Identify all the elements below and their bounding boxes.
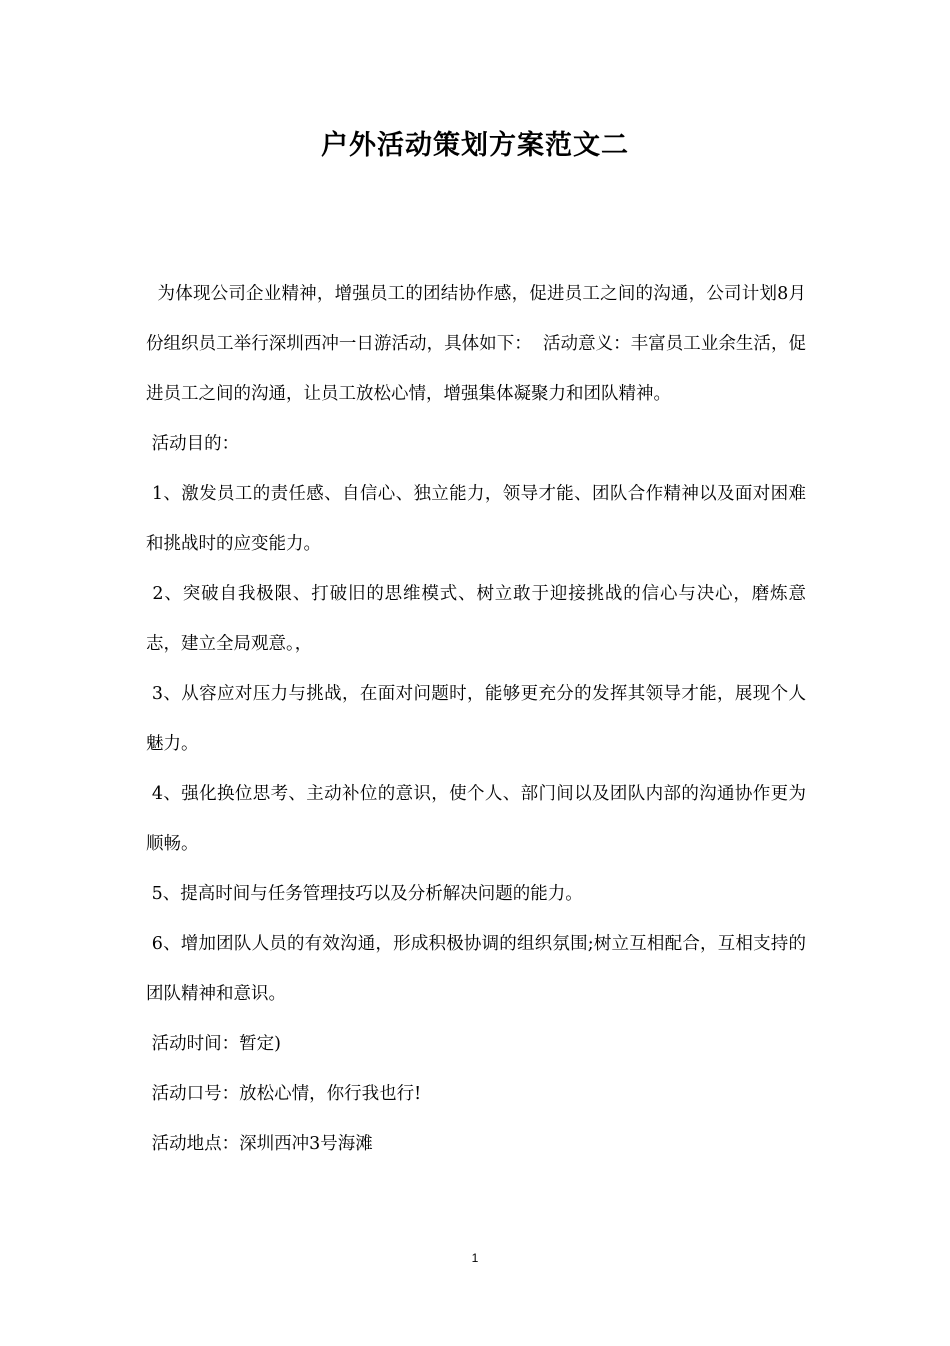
objective-item-4: 4、强化换位思考、主动补位的意识，使个人、部门间以及团队内部的沟通协作更为顺畅。	[146, 784, 806, 854]
objective-item-2: 2、突破自我极限、打破旧的思维模式、树立敢于迎接挑战的信心与决心，磨炼意志，建立全局观意。，	[146, 584, 806, 654]
document-body	[146, 269, 806, 1169]
objectives-heading: 活动目的：	[146, 434, 240, 454]
objective-item-5: 5、提高时间与任务管理技巧以及分析解决问题的能力。	[146, 884, 583, 904]
page-number: 1	[471, 1251, 479, 1265]
objective-item-3: 3、从容应对压力与挑战，在面对问题时，能够更充分的发挥其领导才能，展现个人魅力。	[146, 684, 806, 754]
activity-time: 活动时间：暂定)	[146, 1034, 281, 1054]
objective-item-1: 1、激发员工的责任感、自信心、独立能力，领导才能、团队合作精神以及面对困难和挑战时的应变能力。	[146, 484, 806, 554]
activity-location: 活动地点：深圳西冲3号海滩	[146, 1134, 373, 1154]
objective-item-6: 6、增加团队人员的有效沟通，形成积极协调的组织氛围;树立互相配合，互相支持的团队精神和意识。	[146, 934, 806, 1004]
intro-paragraph: 为体现公司企业精神，增强员工的团结协作感，促进员工之间的沟通，公司计划8月份组织员工举行深圳西冲一日游活动，具体如下： 活动意义：丰富员工业余生活，促进员工之间的沟通，让员工放松心情，增强集体凝聚力和团队精神。	[146, 284, 806, 404]
activity-slogan: 活动口号：放松心情，你行我也行!	[146, 1084, 422, 1104]
document-title: 户外活动策划方案范文二	[321, 130, 629, 161]
